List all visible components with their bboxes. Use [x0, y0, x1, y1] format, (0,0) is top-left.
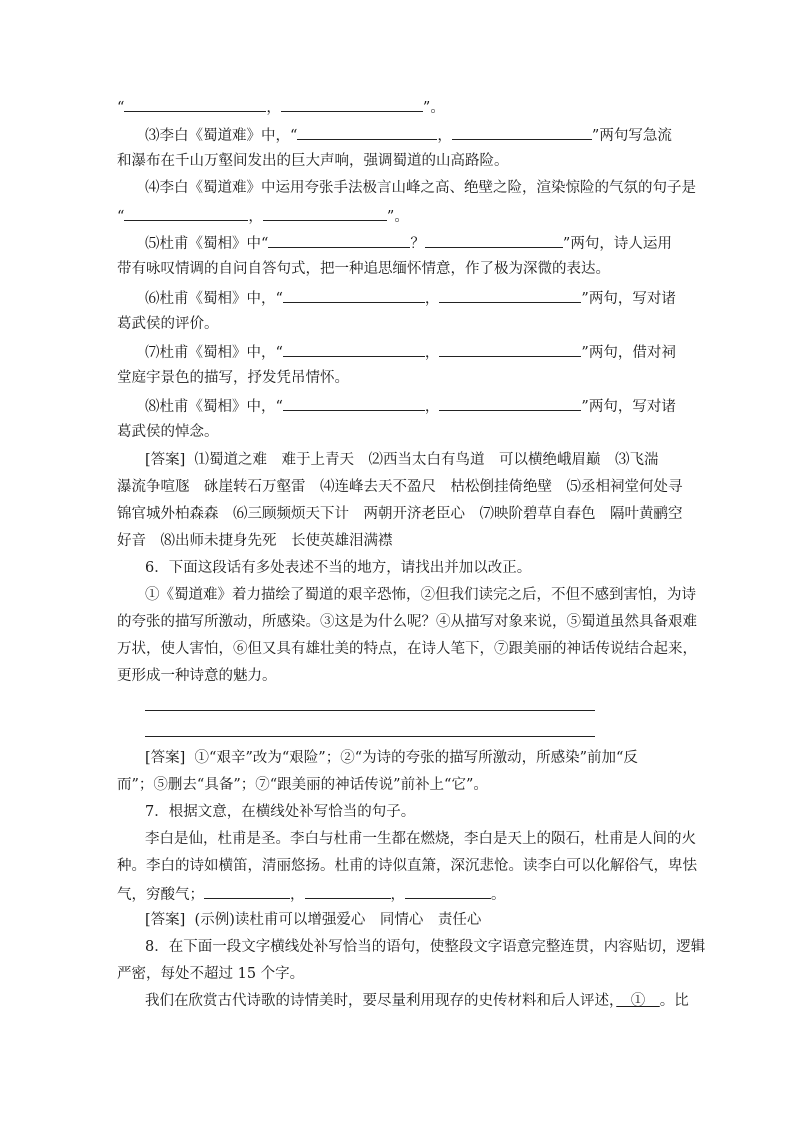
q3-line2: 和瀑布在千山万壑间发出的巨大声响，强调蜀道的山高路险。: [117, 153, 509, 169]
q7-para-line2: 种。李白的诗如横笛，清丽悠扬。杜甫的诗似直箫，深沉悲怆。读李白可以化解俗气，卑怯: [117, 858, 697, 874]
answer-tag: [答案]: [145, 452, 186, 468]
answer-tag: [答案]: [145, 750, 186, 766]
blank-field[interactable]: [439, 287, 581, 303]
blank-field[interactable]: [283, 395, 425, 411]
q8-sub-line2: 葛武侯的悼念。: [117, 424, 219, 440]
q7-sub-line2: 堂庭宇景色的描写，抒发凭吊情怀。: [117, 370, 349, 386]
q6-title: 6．下面这段话有多处表述不当的地方，请找出并加以改正。: [145, 560, 532, 576]
blank-field[interactable]: [439, 341, 581, 357]
blank-field[interactable]: [452, 124, 592, 140]
q5-answer-line2: 瀑流争喧豗 砯崖转石万壑雷 ⑷连峰去天不盈尺 枯松倒挂倚绝壁 ⑸丞相祠堂何处寻: [117, 479, 683, 495]
blank-field[interactable]: [124, 96, 266, 112]
q6-answer-line1: [答案] ①“艰辛”改为“艰险”；②“为诗的夸张的描写所激动，所感染”前加“反: [145, 750, 638, 766]
blank-field[interactable]: [283, 287, 425, 303]
blank-field[interactable]: [263, 205, 387, 221]
answer-tag: [答案]: [145, 912, 186, 928]
blank-field[interactable]: [425, 232, 563, 248]
q7-para-line3: 气，穷酸气； ， ， 。: [117, 883, 506, 905]
q4-line2: “ ， ”。: [117, 205, 409, 227]
blank-field[interactable]: [283, 341, 425, 357]
blank-field[interactable]: [305, 883, 391, 899]
q6-sub-line2: 葛武侯的评价。: [117, 316, 219, 332]
q8-para-line1: 我们在欣赏古代诗歌的诗情美时，要尽量利用现存的史传材料和后人评述， ① 。比: [145, 993, 689, 1009]
q5-answer-line1: [答案] ⑴蜀道之难 难于上青天 ⑵西当太白有鸟道 可以横绝峨眉巅 ⑶飞湍: [145, 452, 659, 468]
q5-answer-line4: 好音 ⑻出师未捷身先死 长使英雄泪满襟: [117, 533, 393, 549]
q7-para-line1: 李白是仙，杜甫是圣。李白与杜甫一生都在燃烧，李白是天上的陨石，杜甫是人间的火: [145, 831, 696, 847]
q8-title-line1: 8．在下面一段文字横线处补写恰当的语句，使整段文字语意完整连贯，内容贴切，逻辑: [145, 939, 706, 955]
answer-rule-line[interactable]: [145, 736, 595, 737]
q5-line2: 带有咏叹情调的自问自答句式，把一种追思缅怀情意，作了极为深微的表达。: [117, 261, 610, 277]
blank-field[interactable]: [405, 883, 491, 899]
q7-title: 7．根据文意，在横线处补写恰当的句子。: [145, 804, 416, 820]
blank-field[interactable]: [124, 205, 248, 221]
blank-field-1[interactable]: ①: [616, 993, 660, 1009]
open-quote: “: [117, 100, 125, 116]
q6-para-line3: 万状，使人害怕，⑥但又具有雄壮美的特点，在诗人笔下，⑦跟美丽的神话传说结合起来，: [117, 641, 697, 657]
blank-field[interactable]: [297, 124, 437, 140]
q6-answer-line2: 而”；⑤删去“具备”；⑦“跟美丽的神话传说”前补上“它”。: [117, 777, 488, 793]
q4-line1: ⑷李白《蜀道难》中运用夸张手法极言山峰之高、绝壁之险，渲染惊险的气氛的句子是: [145, 180, 696, 196]
q6-para-line4: 更形成一种诗意的魅力。: [117, 668, 277, 684]
q7-sub-line1: ⑺杜甫《蜀相》中，“ ， ”两句，借对祠: [145, 341, 676, 363]
blank-field[interactable]: [281, 96, 423, 112]
q3-line1: ⑶李白《蜀道难》中，“ ， ”两句写急流: [145, 124, 672, 146]
q5-answer-line3: 锦官城外柏森森 ⑹三顾频烦天下计 两朝开济老臣心 ⑺映阶碧草自春色 隔叶黄鹂空: [117, 506, 683, 522]
q8-title-line2: 严密，每处不超过 15 个字。: [117, 966, 305, 982]
blank-field[interactable]: [268, 232, 410, 248]
q6-para-line2: 的夸张的描写所激动，所感染。③这是为什么呢？④从描写对象来说，⑤蜀道虽然具备艰难: [117, 614, 697, 630]
q2-blank-line: “ ， ”。: [117, 96, 445, 118]
q6-para-line1: ①《蜀道难》着力描绘了蜀道的艰辛恐怖，②但我们读完之后，不但不感到害怕，为诗: [145, 587, 696, 603]
q5-line1: ⑸杜甫《蜀相》中“ ？ ”两句，诗人运用: [145, 232, 672, 254]
answer-rule-line[interactable]: [145, 710, 595, 711]
blank-field[interactable]: [204, 883, 290, 899]
q6-sub-line1: ⑹杜甫《蜀相》中，“ ， ”两句，写对诸: [145, 287, 676, 309]
q7-answer: [答案] (示例)读杜甫可以增强爱心 同情心 责任心: [145, 912, 482, 928]
blank-field[interactable]: [439, 395, 581, 411]
q8-sub-line1: ⑻杜甫《蜀相》中，“ ， ”两句，写对诸: [145, 395, 676, 417]
